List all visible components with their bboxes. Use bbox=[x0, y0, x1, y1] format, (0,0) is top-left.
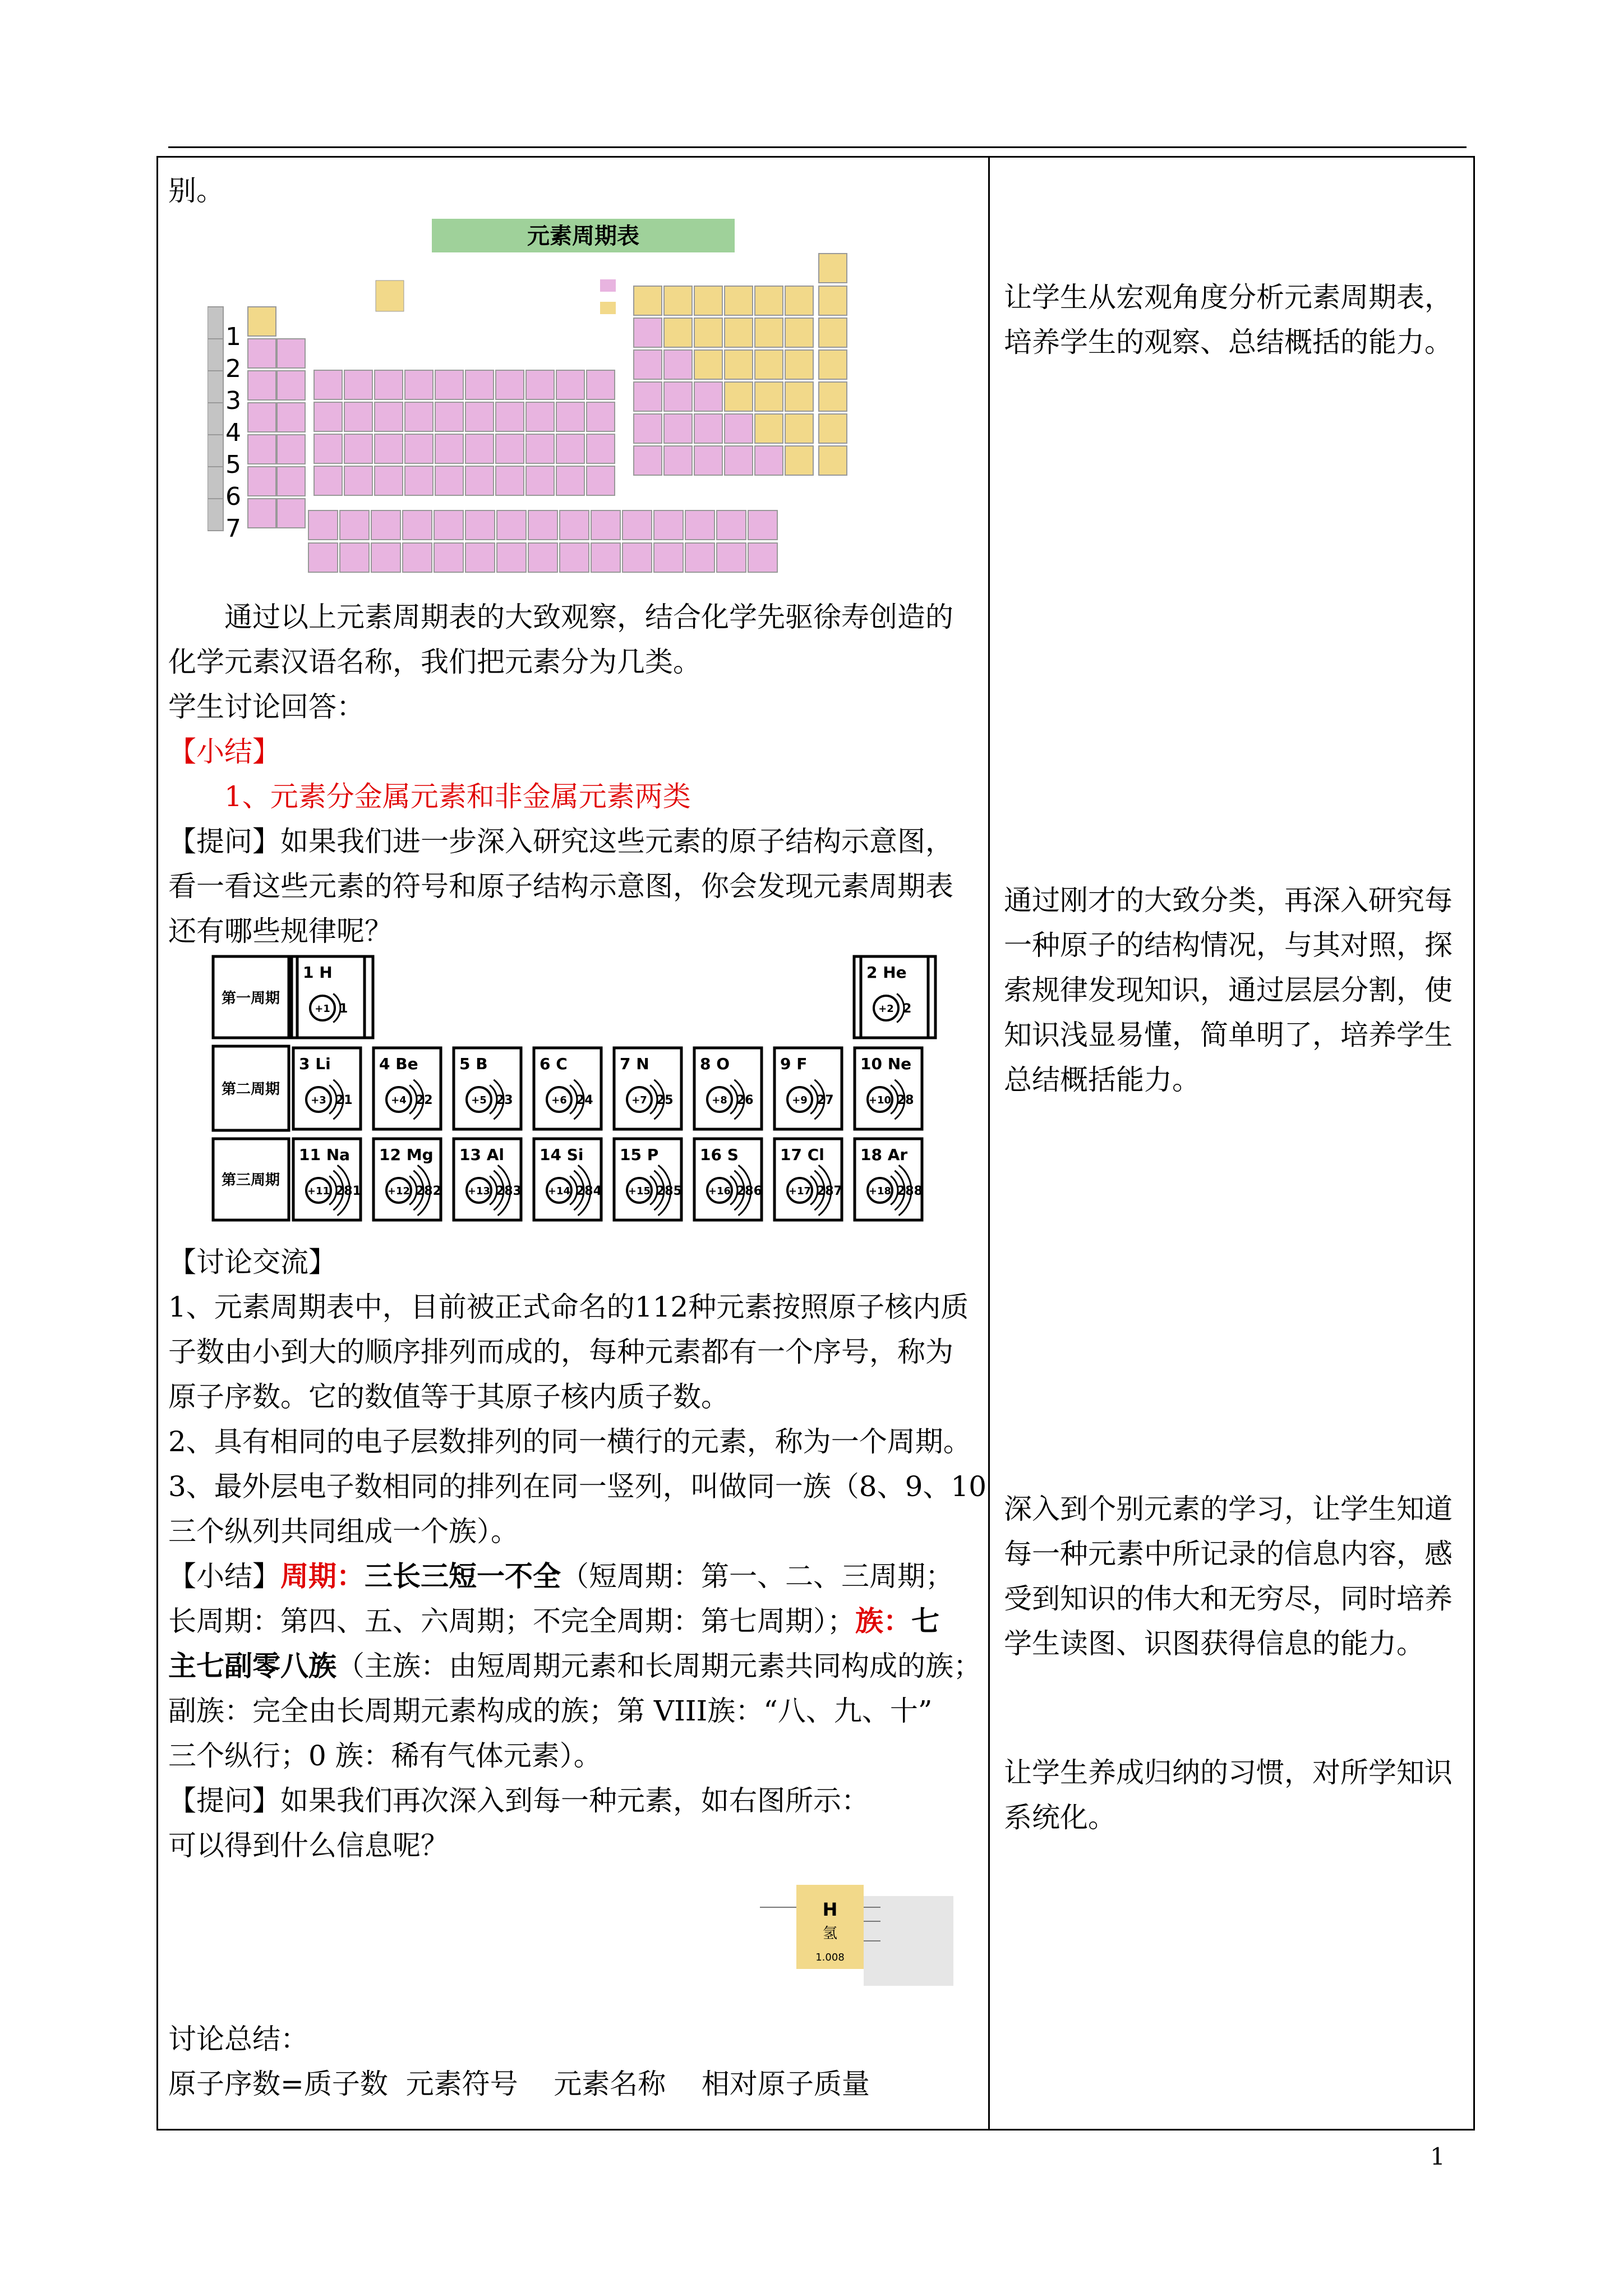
discussion-point-1: 1、元素周期表中，目前被正式命名的112种元素按照原子核内质 bbox=[168, 1291, 969, 1323]
atom-symbol: 18 Ar bbox=[860, 1145, 908, 1164]
element-cell bbox=[248, 435, 276, 464]
nuclear-charge: +18 bbox=[868, 1185, 892, 1197]
nuclear-charge: +11 bbox=[307, 1185, 330, 1197]
nuclear-charge: +2 bbox=[878, 1003, 894, 1015]
element-cell bbox=[528, 543, 557, 572]
element-cell bbox=[755, 414, 783, 443]
element-cell bbox=[664, 286, 692, 315]
periodic-table-title: 元素周期表 bbox=[527, 223, 639, 249]
element-cell bbox=[819, 254, 847, 283]
element-cell bbox=[248, 499, 276, 528]
nuclear-charge: +9 bbox=[792, 1094, 808, 1106]
atomic-structure-table bbox=[210, 954, 939, 1223]
electron-shells: 288 bbox=[897, 1184, 923, 1198]
element-cell bbox=[755, 382, 783, 411]
element-cell bbox=[375, 466, 403, 495]
element-cell bbox=[556, 402, 584, 431]
period-rule: 三长三短一不全 bbox=[365, 1559, 561, 1593]
element-cell bbox=[375, 402, 403, 431]
electron-shells: 283 bbox=[496, 1184, 522, 1198]
element-cell bbox=[528, 510, 557, 540]
nuclear-charge: +6 bbox=[551, 1094, 567, 1106]
element-cell bbox=[277, 339, 305, 368]
legend-metal-swatch bbox=[600, 279, 616, 292]
period-number: 1 bbox=[225, 323, 241, 351]
note-line: 一种原子的结构情况，与其对照，探 bbox=[1004, 929, 1453, 961]
nuclear-charge: +7 bbox=[631, 1094, 647, 1106]
period-label-cell bbox=[208, 499, 223, 531]
element-mass: 1.008 bbox=[815, 1952, 845, 1963]
element-cell bbox=[314, 434, 342, 463]
element-cell bbox=[785, 350, 813, 379]
element-cell bbox=[634, 318, 662, 347]
electron-shells: 281 bbox=[335, 1184, 361, 1198]
note-line: 学生读图、识图获得信息的能力。 bbox=[1004, 1627, 1424, 1660]
summary-point-1: 1、元素分金属元素和非金属元素两类 bbox=[224, 780, 691, 813]
element-cell bbox=[371, 543, 400, 572]
element-cell bbox=[664, 414, 692, 443]
period-label-cell bbox=[208, 435, 223, 467]
element-cell bbox=[587, 370, 615, 399]
continuation-text: 别。 bbox=[168, 174, 224, 207]
element-cell bbox=[694, 318, 722, 347]
transition-block bbox=[314, 370, 615, 495]
element-cell bbox=[465, 402, 494, 431]
element-cell bbox=[755, 446, 783, 475]
column-divider bbox=[988, 156, 990, 2131]
element-cell bbox=[748, 543, 777, 572]
question-2: 【提问】如果我们再次深入到每一种元素，如右图所示： bbox=[168, 1784, 869, 1817]
element-cell bbox=[694, 286, 722, 315]
discussion-summary-items: 原子序数=质子数 元素符号 元素名称 相对原子质量 bbox=[168, 2068, 870, 2100]
element-cell bbox=[785, 286, 813, 315]
element-cell bbox=[435, 402, 463, 431]
note-line: 让学生从宏观角度分析元素周期表， bbox=[1004, 281, 1453, 314]
element-cell bbox=[371, 510, 400, 540]
nuclear-charge: +16 bbox=[708, 1185, 731, 1197]
element-cell bbox=[496, 434, 524, 463]
right-block bbox=[634, 254, 847, 475]
element-cell bbox=[725, 446, 753, 475]
element-cell bbox=[434, 543, 463, 572]
element-cell bbox=[556, 434, 584, 463]
period-number: 4 bbox=[225, 418, 241, 447]
discussion-point-3: 3、最外层电子数相同的排列在同一竖列，叫做同一族（8、9、10 bbox=[168, 1470, 987, 1503]
element-cell bbox=[725, 318, 753, 347]
element-cell bbox=[819, 446, 847, 475]
summary-2-bracket: 【小结】 bbox=[168, 1560, 280, 1593]
discussion-summary-heading: 讨论总结： bbox=[168, 2023, 308, 2055]
electron-shells: 284 bbox=[576, 1184, 602, 1198]
element-cell bbox=[664, 446, 692, 475]
atom-symbol: 4 Be bbox=[379, 1055, 418, 1073]
note-line: 知识浅显易懂，简单明了，培养学生 bbox=[1004, 1019, 1453, 1051]
summary-2-line-4: 副族：完全由长周期元素构成的族；第 VIII族：“八、九、十” bbox=[168, 1695, 933, 1727]
note-line: 系统化。 bbox=[1004, 1801, 1116, 1834]
discussion-point-1-line-2: 子数由小到大的顺序排列而成的，每种元素都有一个序号，称为 bbox=[168, 1336, 953, 1368]
element-cell bbox=[405, 466, 433, 495]
nuclear-charge: +1 bbox=[315, 1003, 330, 1015]
element-cell bbox=[375, 434, 403, 463]
element-cell bbox=[755, 350, 783, 379]
element-cell bbox=[344, 402, 372, 431]
electron-shells: 285 bbox=[656, 1184, 682, 1198]
note-line: 总结概括能力。 bbox=[1004, 1064, 1200, 1096]
legend-nonmetal-swatch bbox=[600, 302, 616, 314]
electron-shells: 22 bbox=[416, 1093, 433, 1107]
element-cell bbox=[634, 414, 662, 443]
electron-shells: 1 bbox=[339, 1002, 348, 1016]
element-cell bbox=[497, 510, 526, 540]
element-cell bbox=[717, 510, 746, 540]
family-rule: 主七副零八族 bbox=[168, 1649, 336, 1682]
period-label: 周期： bbox=[280, 1559, 365, 1593]
element-cell bbox=[685, 543, 714, 572]
summary-heading: 【小结】 bbox=[168, 735, 280, 768]
element-cell bbox=[819, 414, 847, 443]
nuclear-charge: +15 bbox=[628, 1185, 651, 1197]
element-cell bbox=[277, 371, 305, 400]
element-cell bbox=[654, 543, 683, 572]
discussion-heading: 【讨论交流】 bbox=[168, 1246, 336, 1278]
nuclear-charge: +12 bbox=[387, 1185, 411, 1197]
element-cell bbox=[308, 510, 338, 540]
atom-symbol: 6 C bbox=[540, 1055, 568, 1073]
nuclear-charge: +17 bbox=[788, 1185, 811, 1197]
nuclear-charge: +5 bbox=[471, 1094, 487, 1106]
element-cell bbox=[344, 370, 372, 399]
electron-shells: 2 bbox=[903, 1002, 912, 1016]
element-cell bbox=[248, 467, 276, 496]
period-label-cell bbox=[208, 307, 223, 339]
element-cell bbox=[755, 318, 783, 347]
element-cell bbox=[405, 370, 433, 399]
question-1-line-3: 还有哪些规律呢？ bbox=[168, 915, 393, 947]
element-cell bbox=[694, 414, 722, 443]
element-cell bbox=[465, 510, 495, 540]
element-cell bbox=[664, 318, 692, 347]
family-rule-start: 七 bbox=[911, 1604, 939, 1637]
discussion-point-1-line-3: 原子序数。它的数值等于其原子核内质子数。 bbox=[168, 1381, 729, 1413]
legend-sample-card bbox=[376, 280, 404, 311]
element-cell bbox=[725, 286, 753, 315]
element-cell bbox=[623, 510, 652, 540]
teaching-note-4 bbox=[1004, 1750, 1464, 1840]
electron-shells: 28 bbox=[897, 1093, 914, 1107]
period-numbers bbox=[225, 323, 241, 543]
element-cell bbox=[591, 543, 620, 572]
nuclear-charge: +4 bbox=[391, 1094, 407, 1106]
element-cell bbox=[694, 382, 722, 411]
element-cell bbox=[556, 370, 584, 399]
atom-symbol: 12 Mg bbox=[379, 1145, 434, 1164]
element-cell bbox=[725, 382, 753, 411]
atom-symbol: 13 Al bbox=[459, 1145, 504, 1164]
summary-2-line-1 bbox=[168, 1554, 981, 1599]
family-label: 族： bbox=[855, 1604, 911, 1637]
row-label-period-3: 第三周期 bbox=[221, 1172, 280, 1189]
element-cell bbox=[465, 543, 495, 572]
nuclear-charge: +3 bbox=[311, 1094, 326, 1106]
period-label-cell bbox=[208, 371, 223, 403]
element-cell bbox=[277, 499, 305, 528]
electron-shells: 21 bbox=[335, 1093, 353, 1107]
element-cell bbox=[405, 434, 433, 463]
discussion-point-3-line-2: 三个纵列共同组成一个族）。 bbox=[168, 1515, 519, 1548]
element-cell bbox=[526, 466, 554, 495]
nuclear-charge: +8 bbox=[712, 1094, 727, 1106]
question-1: 【提问】如果我们进一步深入研究这些元素的原子结构示意图， bbox=[168, 825, 953, 858]
element-cell bbox=[435, 370, 463, 399]
note-line: 每一种元素中所记录的信息内容，感 bbox=[1004, 1538, 1453, 1570]
element-cell bbox=[748, 510, 777, 540]
element-cell bbox=[785, 382, 813, 411]
note-line: 深入到个别元素的学习，让学生知道 bbox=[1004, 1493, 1453, 1525]
period-number: 6 bbox=[225, 482, 241, 511]
element-cell bbox=[314, 370, 342, 399]
element-cell bbox=[717, 543, 746, 572]
element-cell bbox=[819, 382, 847, 411]
left-block bbox=[208, 307, 305, 531]
atom-symbol: 15 P bbox=[620, 1145, 659, 1164]
atom-symbol: 7 N bbox=[620, 1055, 649, 1073]
element-cell bbox=[526, 434, 554, 463]
element-cell bbox=[725, 350, 753, 379]
electron-shells: 286 bbox=[736, 1184, 762, 1198]
period-label-cell bbox=[208, 339, 223, 371]
element-cell bbox=[496, 402, 524, 431]
discussion-summary bbox=[168, 2017, 981, 2106]
electron-shells: 282 bbox=[416, 1184, 441, 1198]
atom-symbol: 5 B bbox=[459, 1055, 488, 1073]
element-cell bbox=[556, 466, 584, 495]
element-cell bbox=[248, 307, 276, 336]
atom-symbol: 10 Ne bbox=[860, 1055, 912, 1073]
note-line: 让学生养成归纳的习惯，对所学知识 bbox=[1004, 1756, 1453, 1789]
element-cell bbox=[465, 370, 494, 399]
element-cell bbox=[248, 371, 276, 400]
question-1-line-2: 看一看这些元素的符号和原子结构示意图，你会发现元素周期表 bbox=[168, 870, 953, 903]
atom-symbol: 1 H bbox=[303, 963, 333, 982]
period-label-cell bbox=[208, 403, 223, 435]
atom-symbol: 9 F bbox=[780, 1055, 808, 1073]
element-cell bbox=[591, 510, 620, 540]
element-cell bbox=[587, 402, 615, 431]
summary-2-line-2 bbox=[168, 1599, 981, 1644]
left-column bbox=[168, 168, 981, 213]
electron-shells: 24 bbox=[576, 1093, 593, 1107]
row-label-period-2: 第二周期 bbox=[221, 1081, 280, 1098]
element-cell bbox=[277, 435, 305, 464]
element-cell bbox=[634, 446, 662, 475]
page-number: 1 bbox=[1430, 2143, 1445, 2170]
element-cell bbox=[434, 510, 463, 540]
teaching-note-2 bbox=[1004, 878, 1464, 1102]
element-cell bbox=[308, 543, 338, 572]
summary-2-main-group: （主族：由短周期元素和长周期元素共同构成的族； bbox=[336, 1650, 981, 1682]
element-cell bbox=[526, 370, 554, 399]
element-cell bbox=[634, 382, 662, 411]
element-cell bbox=[694, 446, 722, 475]
element-cell bbox=[314, 402, 342, 431]
summary-2-long-periods: 长周期：第四、五、六周期；不完全周期：第七周期）； bbox=[168, 1605, 855, 1637]
atom-symbol: 16 S bbox=[700, 1145, 739, 1164]
element-cell bbox=[435, 434, 463, 463]
element-card-illustration bbox=[751, 1885, 965, 1997]
element-cell bbox=[819, 318, 847, 347]
element-cell bbox=[340, 543, 369, 572]
para-observe-2: 化学元素汉语名称，我们把元素分为几类。 bbox=[168, 646, 701, 678]
element-cell bbox=[819, 350, 847, 379]
teaching-note-1 bbox=[1004, 275, 1464, 365]
element-cell bbox=[497, 543, 526, 572]
element-cell bbox=[819, 286, 847, 315]
element-cell bbox=[725, 414, 753, 443]
element-cell bbox=[403, 543, 432, 572]
element-cell bbox=[785, 446, 813, 475]
period-number: 3 bbox=[225, 386, 241, 415]
summary-2-line-3 bbox=[168, 1644, 981, 1688]
element-cell bbox=[560, 510, 589, 540]
electron-shells: 287 bbox=[817, 1184, 842, 1198]
element-cell bbox=[496, 466, 524, 495]
element-cell bbox=[340, 510, 369, 540]
element-cell bbox=[560, 543, 589, 572]
element-cell bbox=[277, 467, 305, 496]
electron-shells: 26 bbox=[736, 1093, 754, 1107]
element-cell bbox=[496, 370, 524, 399]
element-cell bbox=[405, 402, 433, 431]
header-rule bbox=[168, 146, 1467, 148]
element-cell bbox=[248, 403, 276, 432]
atom-symbol: 8 O bbox=[700, 1055, 730, 1073]
element-cell bbox=[375, 370, 403, 399]
element-name: 氢 bbox=[822, 1925, 838, 1942]
nuclear-charge: +10 bbox=[868, 1094, 892, 1106]
element-cell bbox=[435, 466, 463, 495]
element-cell bbox=[664, 350, 692, 379]
row-label-period-1: 第一周期 bbox=[221, 990, 280, 1007]
left-column-body bbox=[168, 595, 981, 954]
atom-symbol: 17 Cl bbox=[780, 1145, 824, 1164]
summary-2-short-periods: （短周期：第一、二、三周期； bbox=[561, 1560, 953, 1593]
element-cell bbox=[248, 339, 276, 368]
electron-shells: 27 bbox=[817, 1093, 834, 1107]
note-line: 受到知识的伟大和无穷尽，同时培养 bbox=[1004, 1582, 1453, 1615]
period-1-atoms bbox=[297, 956, 928, 1038]
period-2-atoms bbox=[293, 1048, 922, 1129]
element-cell bbox=[344, 466, 372, 495]
element-symbol: H bbox=[822, 1899, 838, 1920]
element-cell bbox=[785, 318, 813, 347]
element-cell bbox=[465, 466, 494, 495]
atom-symbol: 11 Na bbox=[299, 1145, 351, 1164]
element-cell bbox=[664, 382, 692, 411]
note-line: 索规律发现知识，通过层层分割，使 bbox=[1004, 974, 1453, 1006]
summary-2-line-5: 三个纵行；0 族：稀有气体元素）。 bbox=[168, 1740, 602, 1772]
atom-symbol: 2 He bbox=[866, 963, 907, 982]
period-number: 2 bbox=[225, 355, 241, 383]
note-line: 培养学生的观察、总结概括的能力。 bbox=[1004, 326, 1453, 358]
atom-symbol: 3 Li bbox=[299, 1055, 331, 1073]
element-cell bbox=[785, 414, 813, 443]
element-cell bbox=[277, 403, 305, 432]
period-number: 5 bbox=[225, 450, 241, 479]
atom-symbol: 14 Si bbox=[540, 1145, 584, 1164]
element-cell bbox=[465, 434, 494, 463]
element-cell bbox=[634, 286, 662, 315]
period-label-cell bbox=[208, 467, 223, 499]
periodic-table-illustration bbox=[208, 219, 959, 589]
element-cell bbox=[623, 543, 652, 572]
para-observe: 通过以上元素周期表的大致观察，结合化学先驱徐寿创造的 bbox=[224, 601, 953, 633]
period-number: 7 bbox=[225, 514, 241, 543]
element-cell bbox=[587, 434, 615, 463]
element-cell bbox=[694, 350, 722, 379]
discussion-point-2: 2、具有相同的电子层数排列的同一横行的元素，称为一个周期。 bbox=[168, 1425, 971, 1458]
element-cell bbox=[314, 466, 342, 495]
element-cell bbox=[685, 510, 714, 540]
nuclear-charge: +14 bbox=[547, 1185, 571, 1197]
question-2-line-2: 可以得到什么信息呢？ bbox=[168, 1829, 449, 1862]
element-cell bbox=[344, 434, 372, 463]
element-cell bbox=[755, 286, 783, 315]
period-3-atoms bbox=[293, 1139, 923, 1220]
student-answer: 学生讨论回答： bbox=[168, 691, 365, 723]
discussion-section bbox=[168, 1240, 987, 1868]
element-cell bbox=[587, 466, 615, 495]
element-cell bbox=[403, 510, 432, 540]
element-cell bbox=[634, 350, 662, 379]
nuclear-charge: +13 bbox=[467, 1185, 491, 1197]
element-cell bbox=[654, 510, 683, 540]
lanthanide-actinide-rows bbox=[308, 510, 777, 572]
electron-shells: 23 bbox=[496, 1093, 513, 1107]
electron-shells: 25 bbox=[656, 1093, 674, 1107]
note-line: 通过刚才的大致分类，再深入研究每 bbox=[1004, 884, 1453, 917]
teaching-note-3 bbox=[1004, 1487, 1464, 1666]
element-cell bbox=[526, 402, 554, 431]
